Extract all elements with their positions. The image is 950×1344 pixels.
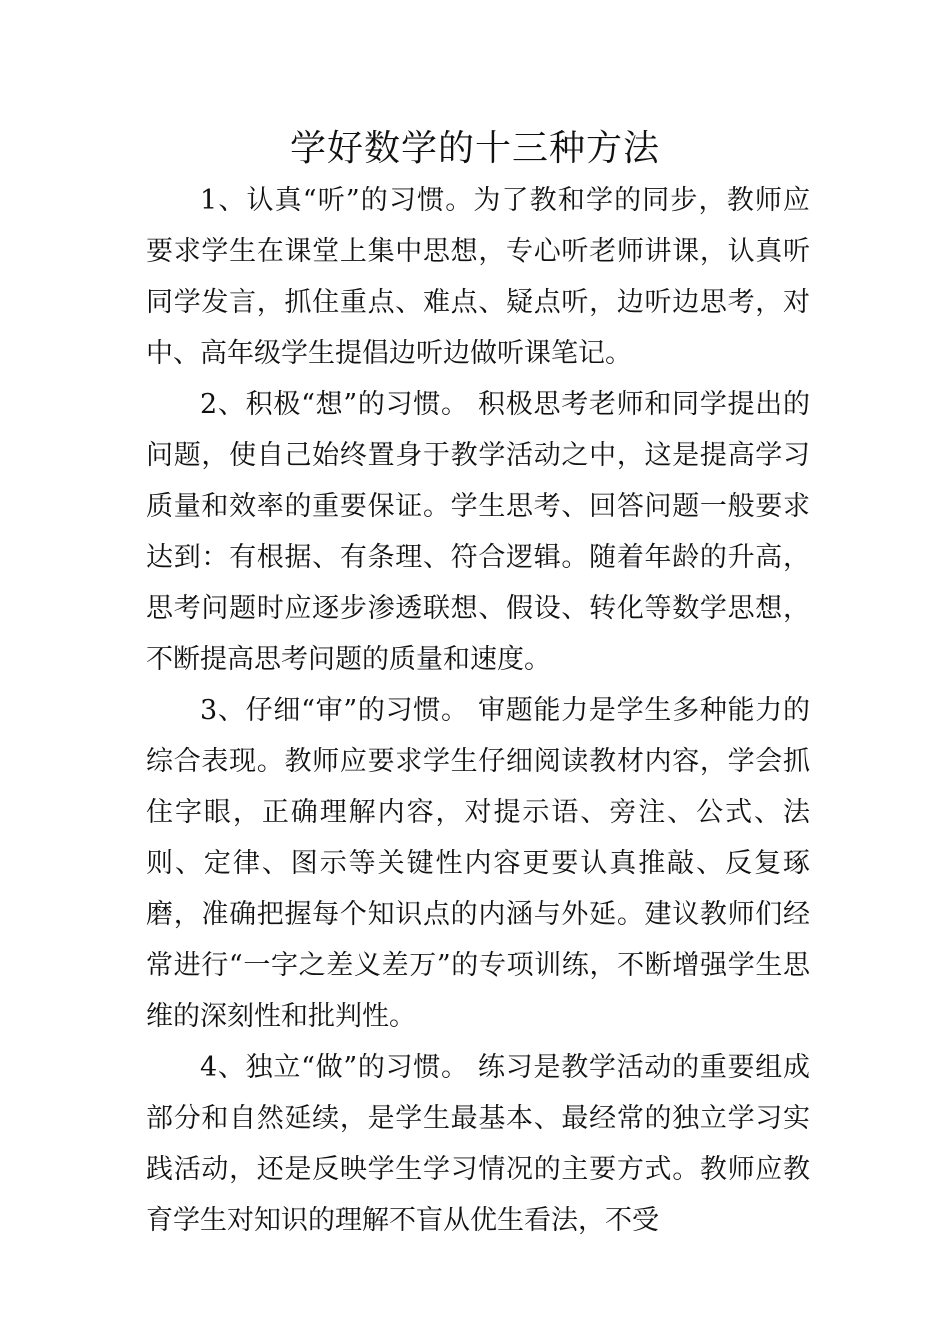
document-body	[146, 175, 810, 1246]
paragraph-thinking-habit: 2、积极“想”的习惯。 积极思考老师和同学提出的问题，使自己始终置身于教学活动之中，这是提高学习质量和效率的重要保证。学生思考、回答问题一般要求达到：有根据、有条理、符合逻辑。随着年龄的升高，思考问题时应逐步渗透联想、假设、转化等数学思想，不断提高思考问题的质量和速度。	[146, 389, 810, 675]
paragraph-listening-habit: 1、认真“听”的习惯。为了教和学的同步，教师应要求学生在课堂上集中思想，专心听老师讲课，认真听同学发言，抓住重点、难点、疑点听，边听边思考，对中、高年级学生提倡边听边做听课笔记。	[146, 185, 810, 369]
paragraph-reviewing-habit: 3、仔细“审”的习惯。 审题能力是学生多种能力的综合表现。教师应要求学生仔细阅读教材内容，学会抓住字眼，正确理解内容，对提示语、旁注、公式、法则、定律、图示等关键性内容更要认真推敲、反复琢磨，准确把握每个知识点的内涵与外延。建议教师们经常进行“一字之差义差万”的专项训练，不断增强学生思维的深刻性和批判性。	[146, 695, 810, 1032]
paragraph-doing-habit: 4、独立“做”的习惯。 练习是教学活动的重要组成部分和自然延续，是学生最基本、最经常的独立学习实践活动，还是反映学生学习情况的主要方式。教师应教育学生对知识的理解不盲从优生看法，不受	[146, 1052, 810, 1236]
document-title: 学好数学的十三种方法	[289, 128, 660, 169]
